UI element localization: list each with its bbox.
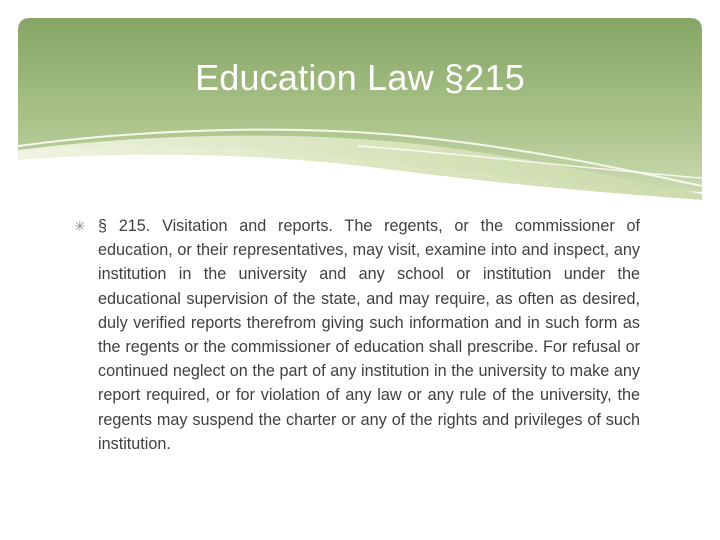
bullet-text: § 215. Visitation and reports. The regents, or the commissioner of education, or their representatives, may visit, examine into and inspect, any institution in the university and any school or institution under the educational supervision of the state, and may require, as often as desired, duly verified reports therefrom giving such information and in such form as the regents or the commissioner of education shall prescribe. For refusal or continued neglect on the part of any institution in the university to make any report required, or for violation of any law or any rule of the university, the regents may suspend the charter or any of the rights and privileges of such institution.: [98, 217, 640, 453]
title-banner: [18, 18, 702, 200]
slide-body: [74, 214, 640, 456]
bullet-paragraph: [74, 214, 640, 456]
page-title: Education Law §215: [195, 57, 525, 98]
banner-background: [18, 18, 702, 200]
asterisk-bullet-icon: ✳: [74, 218, 86, 234]
